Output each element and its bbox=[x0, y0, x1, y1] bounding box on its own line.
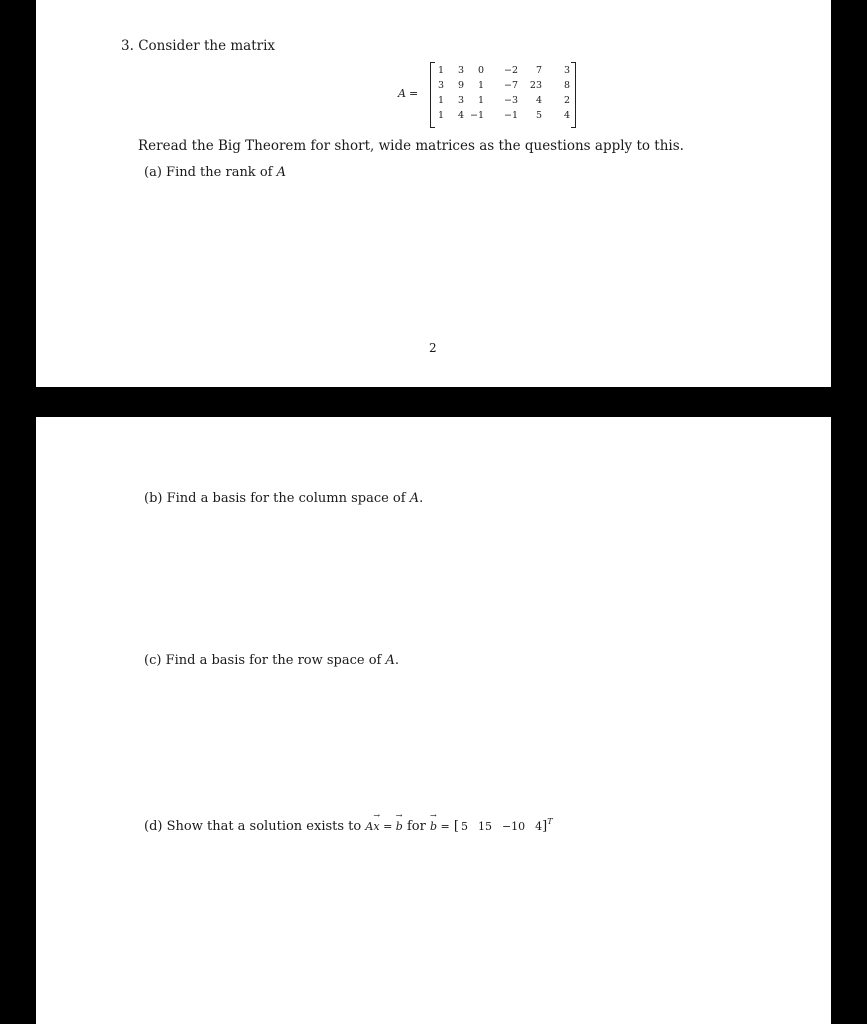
part-d-A: A bbox=[365, 820, 374, 833]
part-c bbox=[144, 653, 399, 668]
part-b-text: Find a basis for the column space of bbox=[166, 491, 406, 506]
part-a bbox=[144, 165, 286, 180]
matrix-cell: 1 bbox=[437, 65, 444, 76]
matrix-name: A bbox=[398, 87, 406, 100]
matrix-cell: 8 bbox=[563, 80, 570, 91]
part-d-equation bbox=[365, 820, 402, 833]
matrix-cell: 4 bbox=[457, 110, 464, 121]
matrix-grid bbox=[430, 62, 576, 126]
part-d-eq2: = bbox=[440, 820, 450, 833]
part-a-label: (a) bbox=[144, 165, 162, 180]
matrix-cell: 9 bbox=[457, 80, 464, 91]
matrix-cell: −1 bbox=[503, 110, 518, 121]
part-d bbox=[144, 817, 553, 834]
part-d-text: Show that a solution exists to bbox=[166, 819, 362, 834]
matrix-label bbox=[398, 87, 418, 100]
part-c-math: A bbox=[385, 653, 395, 668]
problem-intro: Consider the matrix bbox=[138, 38, 276, 54]
part-d-b-vector: → b bbox=[396, 820, 403, 833]
problem-heading bbox=[121, 38, 275, 54]
matrix-cell: 3 bbox=[457, 95, 464, 106]
matrix-cell: 1 bbox=[477, 80, 484, 91]
matrix-cell: 2 bbox=[563, 95, 570, 106]
part-d-b-def bbox=[430, 820, 450, 833]
matrix-cell: −2 bbox=[503, 65, 518, 76]
matrix-equals: = bbox=[408, 87, 419, 100]
part-d-for: for bbox=[406, 819, 426, 834]
row-vector-entry: −10 bbox=[501, 820, 526, 833]
matrix-cell: 3 bbox=[457, 65, 464, 76]
matrix-cell: −7 bbox=[503, 80, 518, 91]
part-c-text: Find a basis for the row space of bbox=[165, 653, 382, 668]
part-b-label: (b) bbox=[144, 491, 163, 506]
part-d-x-vector: → x bbox=[373, 820, 379, 833]
matrix-right-bracket bbox=[571, 62, 576, 128]
matrix-cell: 1 bbox=[477, 95, 484, 106]
part-d-row-vector bbox=[453, 817, 553, 834]
row-vector-entry: 5 bbox=[460, 820, 468, 833]
row-vector-entry: 4 bbox=[535, 820, 543, 833]
page-number: 2 bbox=[429, 341, 437, 355]
matrix-cell: 3 bbox=[563, 65, 570, 76]
problem-number: 3. bbox=[121, 38, 134, 54]
row-vector-entries bbox=[459, 820, 542, 833]
part-d-label: (d) bbox=[144, 819, 163, 834]
matrix-cell: 23 bbox=[529, 80, 542, 91]
page-top bbox=[36, 0, 831, 387]
part-a-text: Find the rank of bbox=[166, 165, 273, 180]
matrix-cell: 7 bbox=[535, 65, 542, 76]
row-vector-entry: 15 bbox=[477, 820, 492, 833]
matrix-cell: 1 bbox=[437, 95, 444, 106]
part-d-eq: = bbox=[383, 820, 393, 833]
matrix-cell: −3 bbox=[503, 95, 518, 106]
matrix-cell: −1 bbox=[469, 110, 484, 121]
part-a-math: A bbox=[276, 165, 286, 180]
transpose-mark: T bbox=[547, 817, 553, 826]
row-vector-right-bracket: ] bbox=[542, 819, 548, 834]
part-d-b-name: → b bbox=[430, 820, 437, 833]
part-c-end: . bbox=[394, 653, 400, 668]
page-bottom bbox=[36, 417, 831, 1024]
instruction-text: Reread the Big Theorem for short, wide matrices as the questions apply to this. bbox=[138, 138, 684, 154]
part-b bbox=[144, 491, 423, 506]
matrix-cell: 3 bbox=[437, 80, 444, 91]
matrix-cell: 4 bbox=[535, 95, 542, 106]
part-b-math: A bbox=[409, 491, 420, 506]
part-b-end: . bbox=[419, 491, 424, 506]
part-c-label: (c) bbox=[144, 653, 162, 668]
matrix-cell: 1 bbox=[437, 110, 444, 121]
row-vector-left-bracket: [ bbox=[453, 819, 459, 834]
matrix-cell: 0 bbox=[477, 65, 484, 76]
matrix-cell: 5 bbox=[535, 110, 542, 121]
matrix-cell: 4 bbox=[563, 110, 570, 121]
